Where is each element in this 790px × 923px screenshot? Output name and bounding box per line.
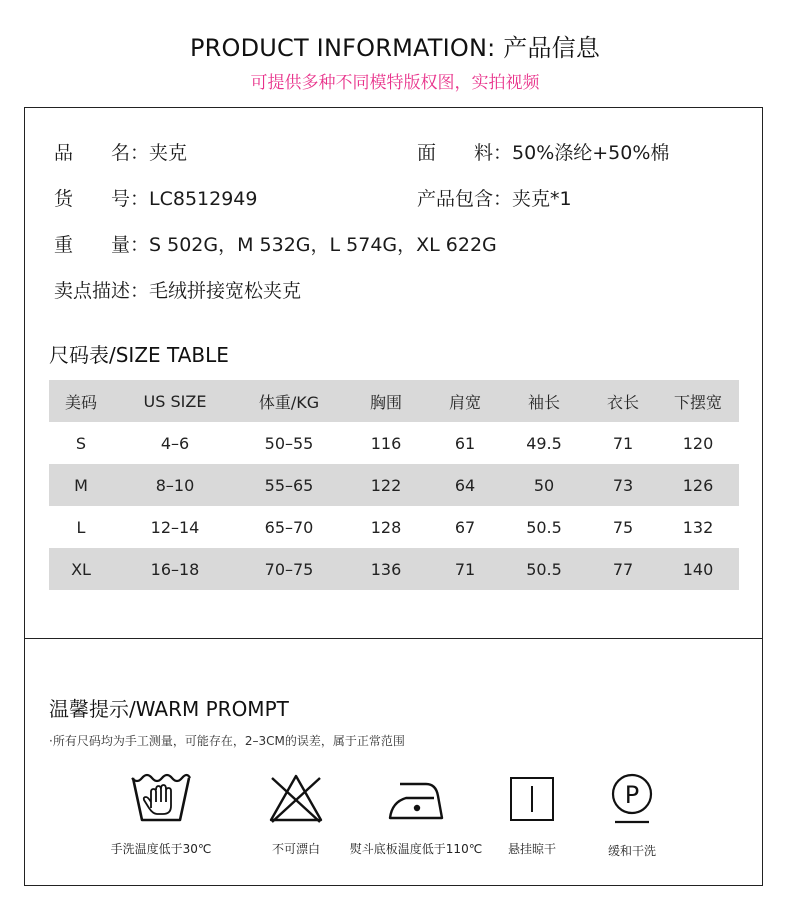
table-cell: 77 — [612, 559, 634, 579]
table-header-cell: US SIZE — [143, 391, 207, 411]
table-header-cell: 衣长 — [606, 392, 639, 412]
info-value: 夹克 — [149, 142, 188, 164]
info-value: 夹克*1 — [512, 188, 572, 210]
table-cell: 136 — [370, 559, 402, 579]
table-cell: 50 — [533, 475, 555, 495]
table-cell: 4–6 — [160, 433, 190, 453]
table-row — [49, 506, 739, 548]
table-cell: 75 — [612, 517, 634, 537]
table-header-cell: 下摆宽 — [673, 392, 722, 412]
table-cell: 8–10 — [155, 475, 195, 495]
table-cell: 132 — [682, 517, 714, 537]
table-cell: 49.5 — [526, 433, 562, 453]
warm-prompt-title: 温馨提示/WARM PROMPT — [49, 697, 289, 721]
size-table — [49, 380, 739, 590]
page-title: PRODUCT INFORMATION: 产品信息 — [189, 34, 601, 62]
svg-text:P: P — [624, 781, 640, 809]
info-label: 重 量： — [54, 234, 150, 256]
table-cell: 50.5 — [526, 517, 562, 537]
size-table-title: 尺码表/SIZE TABLE — [49, 343, 229, 367]
care-label: 手洗温度低于30℃ — [110, 842, 212, 856]
table-cell: 126 — [682, 475, 714, 495]
table-cell: S — [75, 433, 87, 453]
info-value: LC8512949 — [149, 188, 258, 210]
table-row — [49, 422, 739, 464]
table-cell: 55–65 — [264, 475, 314, 495]
table-cell: 12–14 — [150, 517, 200, 537]
section-divider — [24, 638, 763, 639]
care-hand-wash — [91, 770, 231, 857]
table-header-cell: 肩宽 — [448, 392, 481, 412]
page-subtitle: 可提供多种不同模特版权图，实拍视频 — [250, 73, 540, 93]
care-label: 不可漂白 — [271, 842, 320, 856]
table-cell: 71 — [454, 559, 476, 579]
info-label: 品 名： — [54, 142, 150, 164]
table-cell: 16–18 — [150, 559, 200, 579]
info-weight — [54, 230, 497, 257]
care-label: 熨斗底板温度低于110℃ — [349, 842, 483, 856]
table-row — [49, 548, 739, 590]
table-cell: 128 — [370, 517, 402, 537]
info-selling-point — [54, 276, 301, 303]
dry-clean-icon — [607, 770, 657, 828]
table-header-cell: 胸围 — [369, 392, 402, 412]
table-cell: 65–70 — [264, 517, 314, 537]
info-label: 产品包含： — [417, 188, 513, 210]
info-fabric — [417, 138, 669, 165]
info-value: 50%涤纶+50%棉 — [512, 142, 670, 164]
no-bleach-icon — [266, 770, 326, 826]
table-header-row — [49, 380, 739, 422]
table-header-cell: 体重/KG — [258, 392, 320, 412]
table-cell: 64 — [454, 475, 476, 495]
info-value: S 502G，M 532G，L 574G，XL 622G — [149, 234, 497, 256]
table-cell: 71 — [612, 433, 634, 453]
info-label: 卖点描述： — [54, 280, 150, 302]
care-no-bleach — [226, 770, 366, 857]
table-cell: 73 — [612, 475, 634, 495]
info-includes — [417, 184, 572, 211]
measurement-note: ·所有尺码均为手工测量，可能存在，2–3CM的误差，属于正常范围 — [49, 734, 405, 748]
table-cell: L — [76, 517, 86, 537]
info-sku — [54, 184, 258, 211]
care-label: 悬挂晾干 — [507, 842, 556, 856]
hang-dry-icon — [507, 770, 557, 826]
info-name — [54, 138, 187, 165]
care-dry-clean — [562, 770, 702, 859]
table-cell: 140 — [682, 559, 714, 579]
info-label: 面 料： — [417, 142, 513, 164]
table-cell: 50.5 — [526, 559, 562, 579]
table-cell: 61 — [454, 433, 476, 453]
table-cell: 67 — [454, 517, 476, 537]
table-cell: 122 — [370, 475, 402, 495]
table-header-cell: 袖长 — [527, 392, 560, 412]
table-header-cell: 美码 — [64, 392, 97, 412]
table-cell: XL — [71, 559, 91, 579]
table-row — [49, 464, 739, 506]
table-cell: M — [74, 475, 88, 495]
hand-wash-icon — [129, 770, 193, 826]
table-cell: 120 — [682, 433, 714, 453]
care-label: 缓和干洗 — [607, 844, 656, 858]
info-label: 货 号： — [54, 188, 150, 210]
table-cell: 70–75 — [264, 559, 314, 579]
table-cell: 116 — [370, 433, 402, 453]
iron-icon — [386, 770, 446, 826]
table-cell: 50–55 — [264, 433, 314, 453]
info-value: 毛绒拼接宽松夹克 — [149, 280, 302, 302]
